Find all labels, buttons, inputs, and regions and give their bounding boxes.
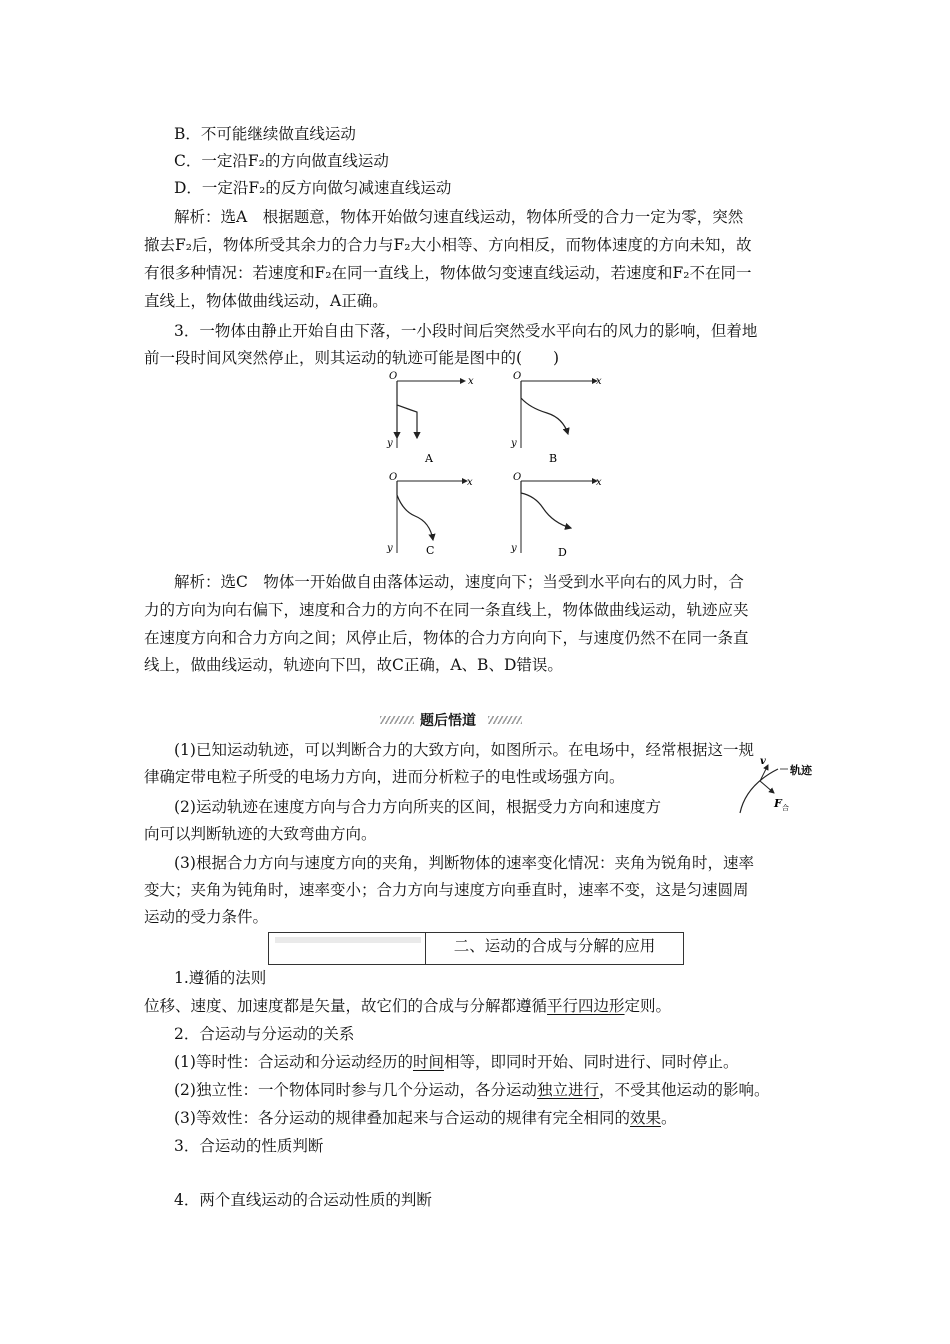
s2-item3: (3)等效性：各分运动的规律叠加起来与合运动的规律有完全相同的效果。 (174, 1109, 677, 1127)
analysis2-line3: 在速度方向和合力方向之间；风停止后，物体的合力方向向下，与速度仍然不在同一条直 (144, 629, 749, 647)
tip-title: 题后悟道 (420, 713, 476, 729)
s1-text: 位移、速度、加速度都是矢量，故它们的合成与分解都遵循平行四边形定则。 (144, 997, 672, 1015)
force-subscript: 合 (782, 804, 789, 812)
panel-c-label: C (426, 544, 435, 557)
panel-d-x: x (596, 477, 602, 488)
panel-c-y: y (387, 543, 393, 554)
option-d: D．一定沿F₂的反方向做匀减速直线运动 (174, 179, 452, 197)
analysis2-line4: 线上，做曲线运动，轨迹向下凹，故C正确，A、B、D错误。 (144, 656, 563, 674)
tip-line2: 律确定带电粒子所受的电场力方向，进而分析粒子的电性或场强方向。 (144, 768, 625, 786)
panel-a-origin: O (389, 371, 398, 382)
panel-c (386, 472, 473, 557)
panel-b (510, 371, 602, 465)
panel-b-origin: O (513, 371, 522, 382)
analysis2-line2: 力的方向为向右偏下，速度和合力的方向不在同一条直线上，物体做曲线运动，轨迹应夹 (144, 601, 749, 619)
option-c: C．一定沿F₂的方向做直线运动 (174, 152, 389, 170)
panel-c-x: x (467, 477, 473, 488)
tip-line4: 向可以判断轨迹的大致弯曲方向。 (144, 825, 377, 843)
panel-a-label: A (425, 452, 433, 465)
s2-item2: (2)独立性：一个物体同时参与几个分运动，各分运动独立进行，不受其他运动的影响。 (174, 1081, 770, 1099)
section-header-left-cell (269, 933, 426, 964)
panel-c-origin: O (389, 472, 398, 483)
track-label: 轨迹 (790, 764, 812, 777)
s2-item1: (1)等时性：合运动和分运动经历的时间相等，即同时开始、同时进行、同时停止。 (174, 1053, 739, 1071)
section-header-box (268, 932, 684, 965)
panel-d-label: D (558, 546, 567, 559)
tip-line7: 运动的受力条件。 (144, 908, 269, 926)
tip-line6: 变大；夹角为钝角时，速率变小；合力方向与速度方向垂直时，速率不变，这是匀速圆周 (144, 881, 749, 899)
question3-line2: 前一段时间风突然停止，则其运动的轨迹可能是图中的( ) (144, 349, 560, 367)
tip-line1: (1)已知运动轨迹，可以判断合力的大致方向，如图所示。在电场中，经常根据这一规 (174, 741, 754, 759)
s4-title: 4．两个直线运动的合运动性质的判断 (174, 1191, 432, 1209)
velocity-label: v (760, 756, 766, 767)
hatch-left-decoration (380, 716, 414, 724)
s2-title: 2．合运动与分运动的关系 (174, 1025, 355, 1043)
analysis1-line2: 撤去F₂后，物体所受其余力的合力与F₂大小相等、方向相反，而物体速度的方向未知，故 (144, 236, 752, 254)
trajectory-force-diagram (730, 755, 825, 817)
tip-line5: (3)根据合力方向与速度方向的夹角，判断物体的速率变化情况：夹角为锐角时，速率 (174, 854, 754, 872)
question3-line1: 3．一物体由静止开始自由下落，一小段时间后突然受水平向右的风力的影响，但着地 (174, 322, 758, 340)
panel-d-y: y (511, 543, 517, 554)
analysis1-line1: 解析：选A 根据题意，物体开始做匀速直线运动，物体所受的合力一定为零，突然 (174, 208, 744, 226)
panel-b-x: x (596, 376, 602, 387)
panel-a (386, 371, 474, 465)
analysis2-line1: 解析：选C 物体一开始做自由落体运动，速度向下；当受到水平向右的风力时，合 (174, 573, 744, 591)
panel-d (510, 472, 602, 559)
analysis1-line3: 有很多种情况：若速度和F₂在同一直线上，物体做匀变速直线运动，若速度和F₂不在同一 (144, 264, 752, 282)
s1-title: 1.遵循的法则 (174, 969, 267, 987)
panel-b-y: y (511, 438, 517, 449)
tip-line3: (2)运动轨迹在速度方向与合力方向所夹的区间，根据受力方向和速度方 (174, 798, 661, 816)
panel-a-y: y (387, 438, 393, 449)
s3-title: 3．合运动的性质判断 (174, 1137, 324, 1155)
panel-b-label: B (549, 452, 558, 465)
section-title: 二、运动的合成与分解的应用 (453, 937, 656, 955)
panel-d-origin: O (513, 472, 522, 483)
hatch-right-decoration (488, 716, 522, 724)
panel-a-x: x (468, 376, 474, 387)
trajectory-figure (375, 368, 605, 563)
option-b: B．不可能继续做直线运动 (174, 125, 356, 143)
force-label: F (774, 797, 782, 810)
analysis1-line4: 直线上，物体做曲线运动，A正确。 (144, 292, 388, 310)
